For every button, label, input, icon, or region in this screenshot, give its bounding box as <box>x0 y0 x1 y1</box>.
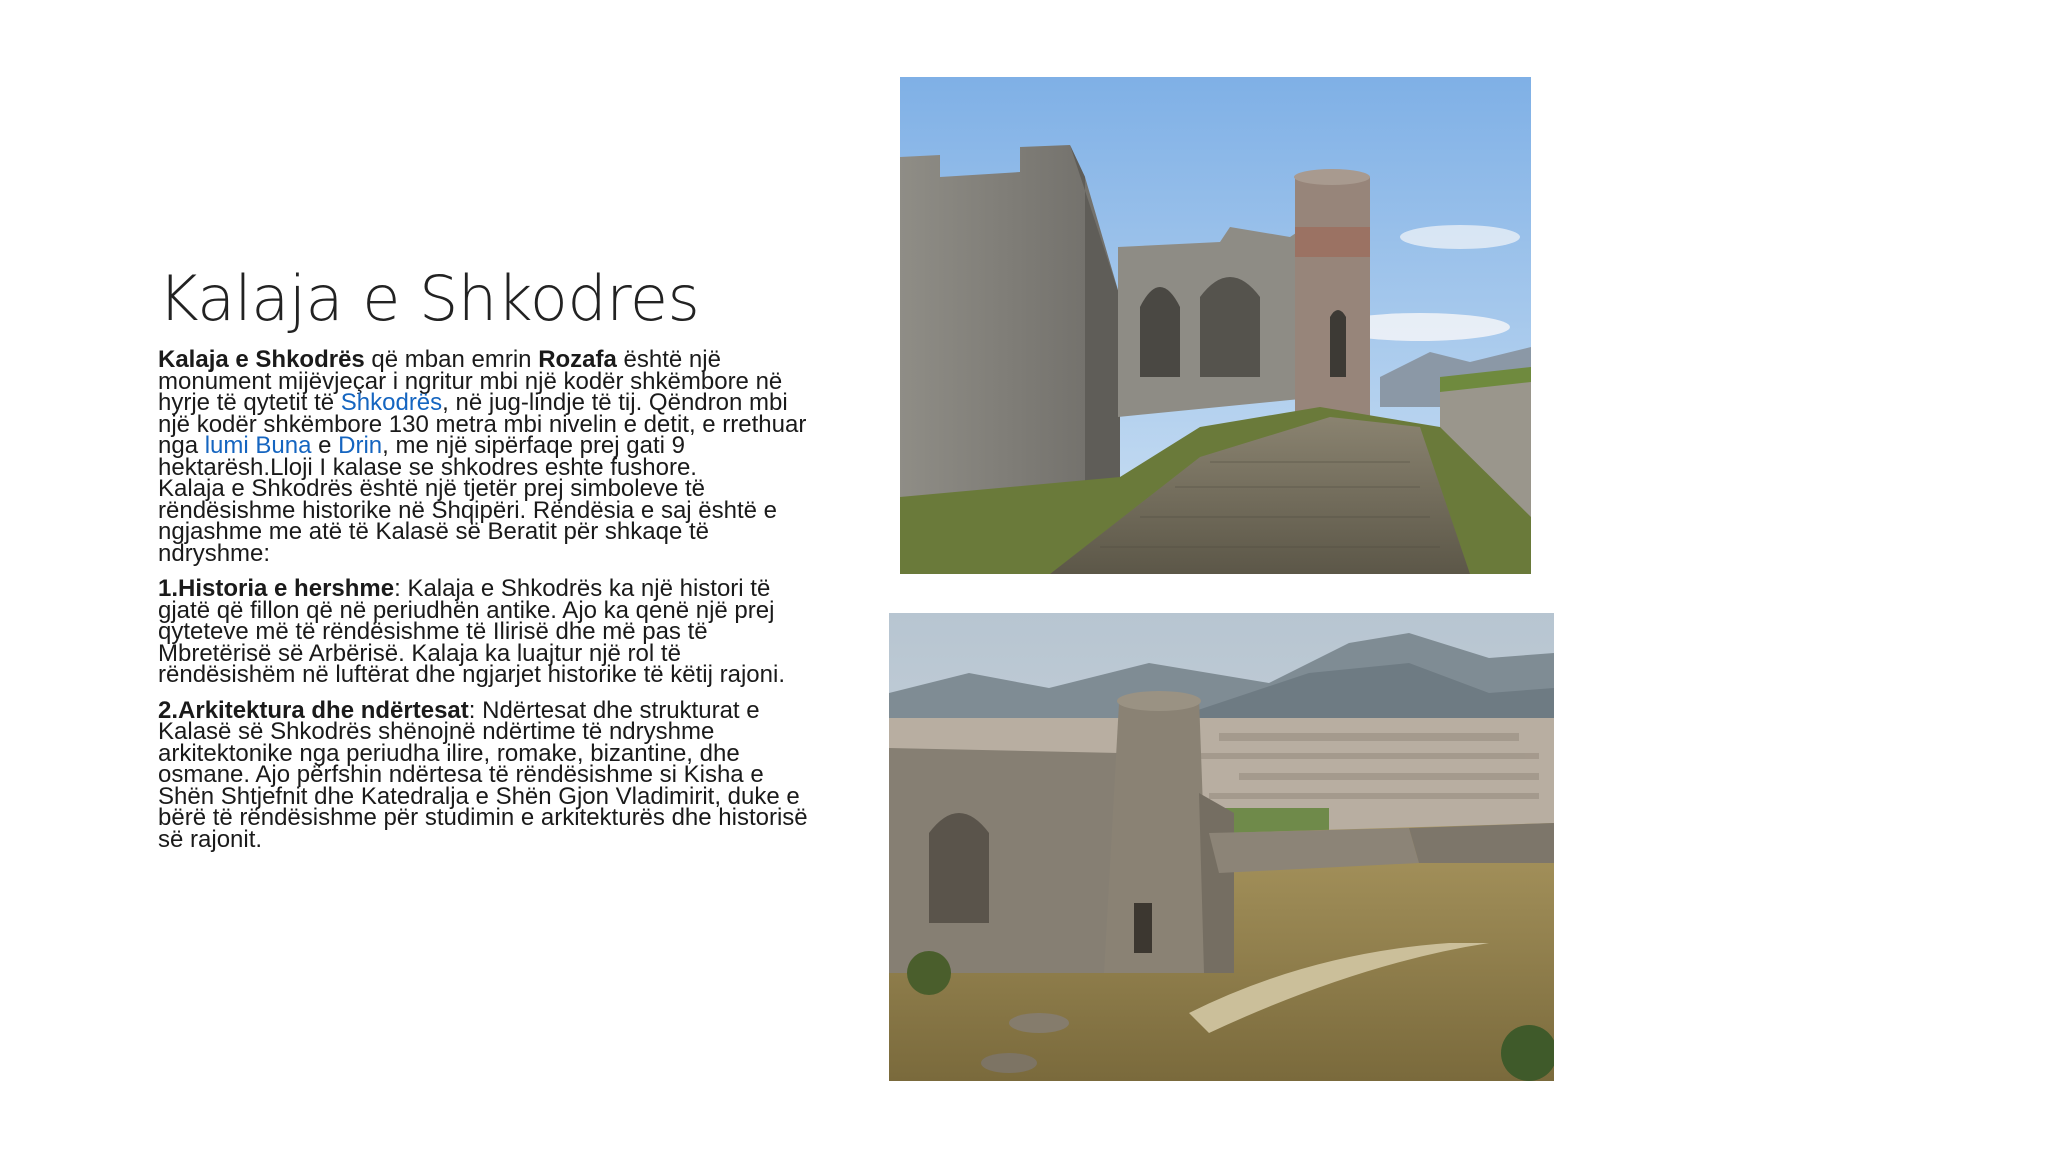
text-span: që mban emrin <box>364 346 539 373</box>
link-drin[interactable]: Drin <box>338 432 383 459</box>
bold-castle-name: Kalaja e Shkodrës <box>158 346 365 373</box>
link-lumi-buna[interactable]: lumi Buna <box>204 432 312 459</box>
paragraph-significance: Kalaja e Shkodrës është një tjetër prej simboleve të rëndësishme historike në Shqipëri. Rëndësia e saj është e ngjashme me atë të Kalasë së Beratit për shkaqe të ndryshme: <box>158 475 778 567</box>
point-heading: 2.Arkitektura dhe ndërtesat <box>158 696 469 724</box>
text-span: është një monument mijëvjeçar i ngritur mbi një kodër shkëmbore në hyrje të qytetit të <box>158 346 783 416</box>
paragraph-intro <box>158 346 808 481</box>
point-text: : Ndërtesat dhe strukturat e Kalasë së Shkodrës shënojnë ndërtime të ndryshme arkitektonike nga periudha ilire, romake, bizantine, dhe osmane. Ajo përfshin ndërtesa të rëndësishme si Kisha e Shën Shtjefnit dhe Katedralja e Shën Gjon Vladimirit, duke e bërë të rëndësishme për studimin e arkitekturës dhe historisë së rajonit. <box>158 696 808 853</box>
point-early-history <box>158 575 808 688</box>
castle-city-view-photo <box>889 613 1554 1081</box>
slide-body <box>158 346 808 853</box>
link-shkodres[interactable]: Shkodrës <box>340 389 443 416</box>
text-span: e <box>311 432 339 459</box>
text-span: , në jug-lindje të tij. Qëndron mbi një kodër shkëmbore 130 metra mbi nivelin e detit, e rrethuar nga <box>158 389 807 459</box>
point-text: : Kalaja e Shkodrës ka një histori të gjatë që fillon që në periudhën antike. Ajo ka qenë një prej qyteteve më të rëndësishme të Ilirisë dhe më pas të Mbretërisë së Arbërisë. Kalaja ka luajtur një rol të rëndësishëm në luftërat dhe ngjarjet historike të këtij rajoni. <box>158 575 785 688</box>
castle-ruins-photo <box>900 77 1531 574</box>
slide-title: Kalaja e Shkodres <box>158 262 700 335</box>
point-heading: 1.Historia e hershme <box>158 575 395 602</box>
bold-rozafa: Rozafa <box>538 346 617 373</box>
point-architecture <box>158 696 808 853</box>
text-span: , me një sipërfaqe prej gati 9 hektarësh.Lloji I kalase se shkodres eshte fushore. <box>158 432 697 481</box>
